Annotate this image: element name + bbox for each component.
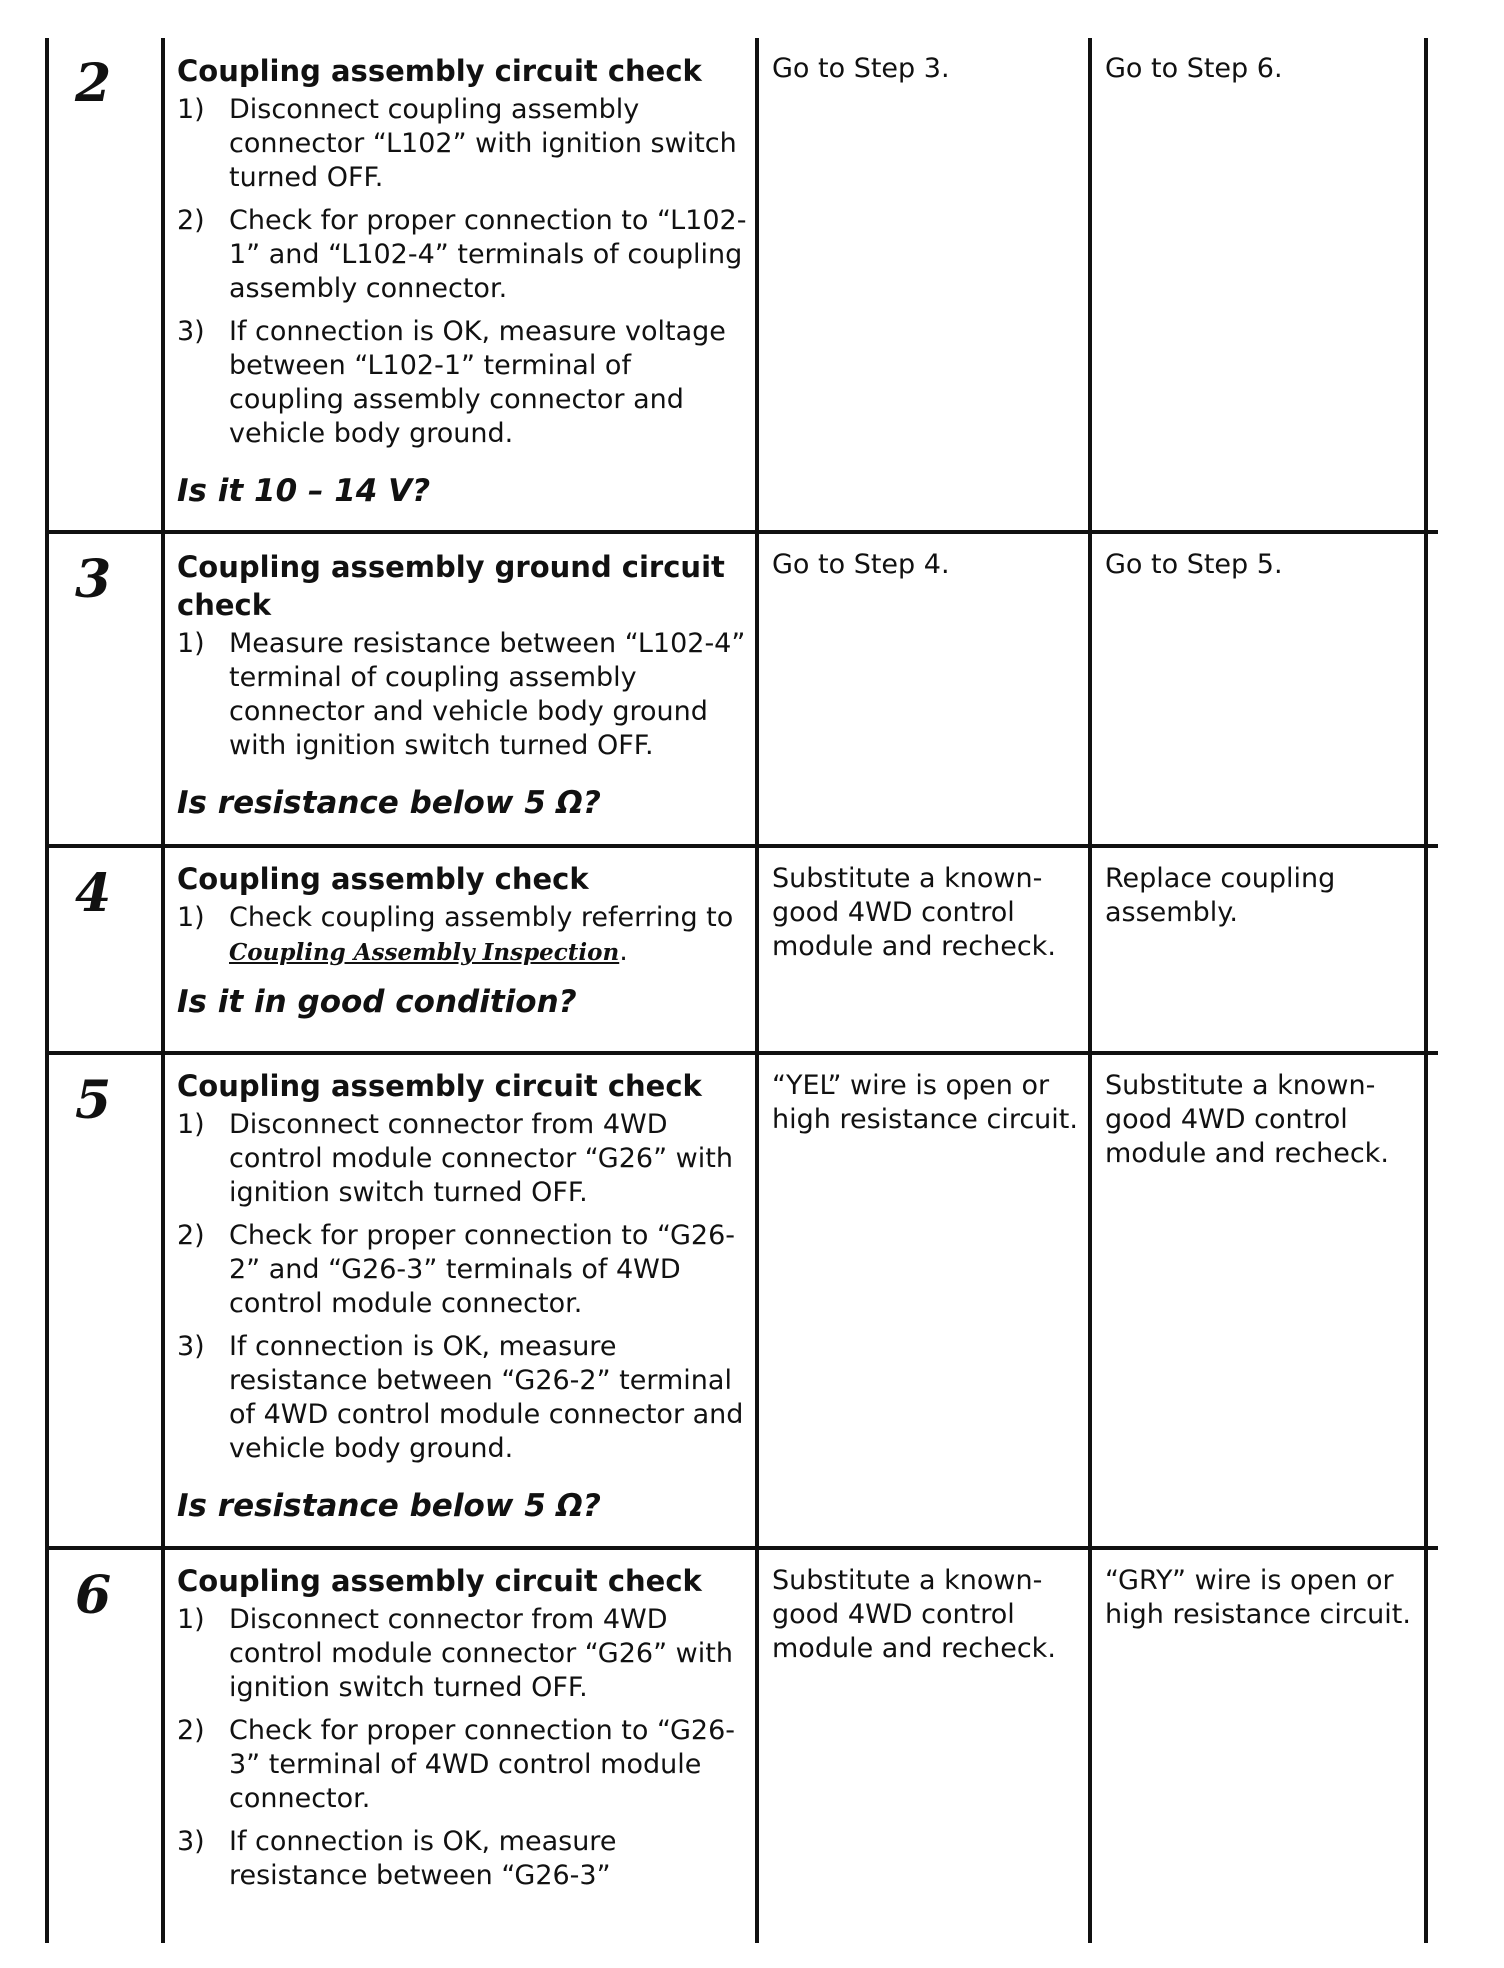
substep-number: 1) <box>177 94 205 125</box>
substep-text: Check for proper connection to “G26-3” terminal of 4WD control module connector. <box>229 1715 736 1814</box>
action-cell <box>165 38 755 530</box>
step-question: Is it 10 – 14 V? <box>177 473 431 509</box>
no-result: Go to Step 6. <box>1105 53 1283 84</box>
yes-result: Go to Step 3. <box>772 53 950 84</box>
substep-number: 1) <box>177 1109 205 1140</box>
substep-text: If connection is OK, measure voltage between “L102-1” terminal of coupling assembly connector and vehicle body ground. <box>229 316 726 449</box>
substep-number: 2) <box>177 1715 205 1746</box>
substep <box>177 1825 747 1893</box>
troubleshooting-table <box>45 38 1438 1943</box>
substep-number: 2) <box>177 205 205 236</box>
step-number-cell <box>49 38 161 530</box>
substep-text: Check for proper connection to “G26-2” and “G26-3” terminals of 4WD control module connector. <box>229 1220 736 1319</box>
substep-list <box>177 901 747 970</box>
step-title: Coupling assembly ground circuit check <box>177 550 725 622</box>
substep-text: Measure resistance between “L102-4” terminal of coupling assembly connector and vehicle body ground with ignition switch turned OFF. <box>229 628 746 761</box>
step-number-cell <box>49 848 161 1051</box>
substep-number: 3) <box>177 1826 205 1857</box>
substep <box>177 1603 747 1705</box>
substep <box>177 1714 747 1816</box>
step-number-cell <box>49 534 161 844</box>
step-question: Is resistance below 5 Ω? <box>177 1488 601 1524</box>
step-title: Coupling assembly circuit check <box>177 1564 702 1598</box>
step-number: 5 <box>75 1070 112 1131</box>
action-cell <box>165 848 755 1051</box>
step-number-cell <box>49 1055 161 1546</box>
yes-result: “YEL” wire is open or high resistance circuit. <box>772 1070 1078 1135</box>
substep <box>177 1330 747 1466</box>
step-number: 3 <box>75 549 112 610</box>
yes-result: Substitute a known-good 4WD control module and recheck. <box>772 1565 1056 1664</box>
substep-number: 1) <box>177 628 205 659</box>
substep-text: Disconnect coupling assembly connector “L102” with ignition switch turned OFF. <box>229 94 737 193</box>
substep-text: Check for proper connection to “L102-1” and “L102-4” terminals of coupling assembly connector. <box>229 205 747 304</box>
yes-result: Substitute a known-good 4WD control module and recheck. <box>772 863 1056 962</box>
inspection-link[interactable]: Coupling Assembly Inspection <box>229 939 620 966</box>
substep <box>177 1219 747 1321</box>
substep-list <box>177 627 747 763</box>
substep-text-end: . <box>619 936 628 967</box>
step-number: 4 <box>75 863 112 924</box>
step-question: Is resistance below 5 Ω? <box>177 785 601 821</box>
substep <box>177 627 747 763</box>
step-number: 6 <box>75 1565 112 1626</box>
substep-number: 3) <box>177 316 205 347</box>
yes-column-divider <box>1088 38 1092 1943</box>
yes-result: Go to Step 4. <box>772 549 950 580</box>
action-cell <box>165 534 755 844</box>
step-title: Coupling assembly circuit check <box>177 1069 702 1103</box>
right-border <box>1424 38 1428 1943</box>
substep-text: Disconnect connector from 4WD control module connector “G26” with ignition switch turned OFF. <box>229 1109 733 1208</box>
substep-list <box>177 93 747 451</box>
substep-text: If connection is OK, measure resistance between “G26-2” terminal of 4WD control module connector and vehicle body ground. <box>229 1331 744 1464</box>
step-question: Is it in good condition? <box>177 984 577 1020</box>
substep-number: 3) <box>177 1331 205 1362</box>
substep-number: 1) <box>177 1604 205 1635</box>
substep-list <box>177 1108 747 1466</box>
step-title: Coupling assembly circuit check <box>177 54 702 88</box>
no-result: Go to Step 5. <box>1105 549 1283 580</box>
substep <box>177 93 747 195</box>
substep-number: 2) <box>177 1220 205 1251</box>
step-number: 2 <box>75 53 112 114</box>
step-title: Coupling assembly check <box>177 862 589 896</box>
substep <box>177 1108 747 1210</box>
substep <box>177 901 747 970</box>
no-result: Substitute a known-good 4WD control module and recheck. <box>1105 1070 1389 1169</box>
substep-number: 1) <box>177 902 205 933</box>
substep <box>177 315 747 451</box>
no-result: Replace coupling assembly. <box>1105 863 1336 928</box>
action-cell <box>165 1055 755 1546</box>
action-cell <box>165 1550 755 1943</box>
step-number-cell <box>49 1550 161 1943</box>
substep <box>177 204 747 306</box>
substep-text: Disconnect connector from 4WD control module connector “G26” with ignition switch turned OFF. <box>229 1604 733 1703</box>
no-result: “GRY” wire is open or high resistance circuit. <box>1105 1565 1411 1630</box>
substep-text: If connection is OK, measure resistance between “G26-3” <box>229 1826 617 1891</box>
substep-list <box>177 1603 747 1893</box>
substep-text: Check coupling assembly referring to <box>229 902 734 933</box>
